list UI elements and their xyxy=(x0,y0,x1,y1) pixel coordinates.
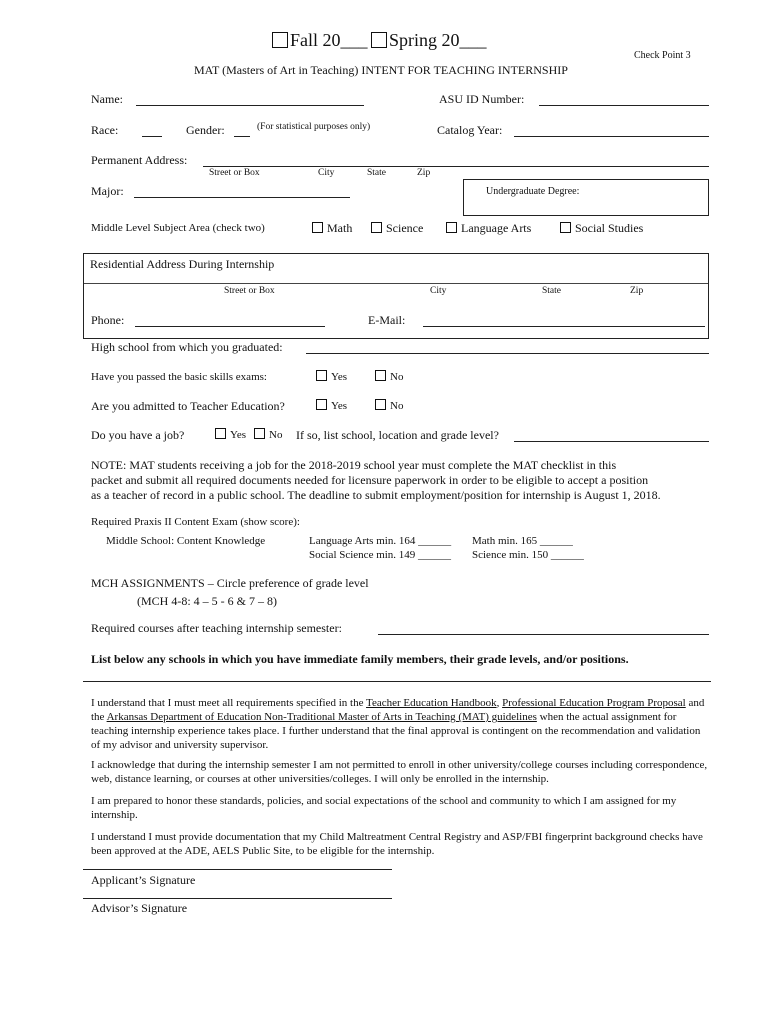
mch-levels[interactable]: (MCH 4-8: 4 – 5 - 6 & 7 – 8) xyxy=(137,594,277,608)
major-label: Major: xyxy=(91,184,124,198)
name-label: Name: xyxy=(91,92,123,106)
subject-science[interactable]: Science xyxy=(371,221,423,236)
permanent-address-field[interactable] xyxy=(203,166,709,167)
zip-label: Zip xyxy=(417,168,431,178)
basic-skills-yes[interactable]: Yes xyxy=(316,370,347,383)
praxis-math: Math min. 165 ______ xyxy=(472,535,573,547)
phone-field[interactable] xyxy=(135,326,325,327)
checkbox-icon[interactable] xyxy=(446,222,457,233)
res-zip-label: Zip xyxy=(630,286,644,296)
praxis-language-arts: Language Arts min. 164 ______ xyxy=(309,535,452,547)
agreement-handbook: I understand that I must meet all requirements specified in the Teacher Education Handbook, Professional Education Program Proposal and the Arkansas Department of Education Non-Traditional Master of Arts in Teaching (MAT) guidelines when the actual assignment for teaching internship experience takes place. I further understand that the final approval is contingent on the recommendation and validation of my advisor and university supervisor. xyxy=(91,697,705,751)
subject-language-arts[interactable]: Language Arts xyxy=(446,221,531,236)
undergrad-degree-label: Undergraduate Degree: xyxy=(486,186,580,197)
agreement-background-checks: I understand I must provide documentation that my Child Maltreatment Central Registry and ASP/FBI fingerprint background checks have been approved at the ADE, AELS Public Site, to be eligible for the internship. xyxy=(91,831,703,857)
praxis-science: Science min. 150 ______ xyxy=(472,549,584,561)
checkbox-icon[interactable] xyxy=(215,428,226,439)
admitted-label: Are you admitted to Teacher Education? xyxy=(91,399,285,413)
mch-title: MCH ASSIGNMENTS – Circle preference of grade level xyxy=(91,576,369,590)
race-label: Race: xyxy=(91,123,119,137)
checkbox-icon[interactable] xyxy=(371,32,387,48)
checkbox-icon[interactable] xyxy=(254,428,265,439)
note-line-1: NOTE: MAT students receiving a job for the 2018-2019 school year must complete the MAT checklist in this xyxy=(91,458,617,472)
catalog-year-field[interactable] xyxy=(514,136,709,137)
check-point-label: Check Point 3 xyxy=(634,50,691,61)
job-no[interactable]: No xyxy=(254,428,282,441)
res-state-label: State xyxy=(542,286,561,296)
city-label: City xyxy=(318,168,335,178)
ade-guidelines-link[interactable]: Arkansas Department of Education Non-Traditional Master of Arts in Teaching (MAT) guidelines xyxy=(106,711,537,723)
asu-id-field[interactable] xyxy=(539,105,709,106)
term-spring[interactable]: Spring 20___ xyxy=(371,30,487,51)
job-list-field[interactable] xyxy=(514,441,709,442)
proposal-link[interactable]: Professional Education Program Proposal xyxy=(502,697,686,709)
name-field[interactable] xyxy=(136,105,364,106)
praxis-title: Required Praxis II Content Exam (show score): xyxy=(91,516,300,528)
agreement-enrollment: I acknowledge that during the internship semester I am not permitted to enroll in other university/college courses including correspondence, web, distance learning, or courses at other universities/colleges. I will only be enrolled in the internship. xyxy=(91,759,708,785)
street-label: Street or Box xyxy=(209,168,260,178)
race-field[interactable] xyxy=(142,136,162,137)
note-line-2: packet and submit all required documents needed for licensure paperwork in order to be eligible to accept a position xyxy=(91,473,649,487)
praxis-social-science: Social Science min. 149 ______ xyxy=(309,549,452,561)
high-school-field[interactable] xyxy=(306,353,709,354)
checkbox-icon[interactable] xyxy=(560,222,571,233)
applicant-signature-line[interactable] xyxy=(83,869,392,870)
residential-title: Residential Address During Internship xyxy=(90,257,275,271)
statistical-note: (For statistical purposes only) xyxy=(257,122,371,132)
major-field[interactable] xyxy=(134,197,350,198)
required-courses-field[interactable] xyxy=(378,634,709,635)
email-field[interactable] xyxy=(423,326,705,327)
checkbox-icon[interactable] xyxy=(272,32,288,48)
handbook-link[interactable]: Teacher Education Handbook xyxy=(366,697,497,709)
gender-field[interactable] xyxy=(234,136,250,137)
form-title: MAT (Masters of Art in Teaching) INTENT FOR TEACHING INTERNSHIP xyxy=(194,63,568,77)
checkbox-icon[interactable] xyxy=(312,222,323,233)
admitted-yes[interactable]: Yes xyxy=(316,399,347,412)
checkbox-icon[interactable] xyxy=(375,399,386,410)
advisor-signature-line[interactable] xyxy=(83,898,392,899)
subject-math[interactable]: Math xyxy=(312,221,352,236)
advisor-signature-label: Advisor’s Signature xyxy=(91,901,188,915)
checkbox-icon[interactable] xyxy=(316,399,327,410)
res-city-label: City xyxy=(430,286,447,296)
checkbox-icon[interactable] xyxy=(375,370,386,381)
undergrad-degree-box[interactable] xyxy=(463,179,709,216)
gender-label: Gender: xyxy=(186,123,225,137)
residential-address-box xyxy=(83,253,709,339)
applicant-signature-label: Applicant’s Signature xyxy=(91,873,196,887)
email-label: E-Mail: xyxy=(368,313,406,327)
admitted-no[interactable]: No xyxy=(375,399,403,412)
job-list-label: If so, list school, location and grade level? xyxy=(296,428,499,442)
checkbox-icon[interactable] xyxy=(371,222,382,233)
subject-area-label: Middle Level Subject Area (check two) xyxy=(91,222,265,234)
family-schools-label: List below any schools in which you have immediate family members, their grade levels, and/or positions. xyxy=(91,652,629,666)
family-schools-field[interactable] xyxy=(83,681,711,682)
res-street-label: Street or Box xyxy=(224,286,275,296)
catalog-year-label: Catalog Year: xyxy=(437,123,503,137)
job-label: Do you have a job? xyxy=(91,428,185,442)
term-fall[interactable]: Fall 20___ xyxy=(272,30,368,51)
phone-label: Phone: xyxy=(91,313,125,327)
asu-id-label: ASU ID Number: xyxy=(439,92,525,106)
basic-skills-label: Have you passed the basic skills exams: xyxy=(91,371,267,383)
agreement-standards: I am prepared to honor these standards, policies, and social expectations of the school and community to which I am assigned for my internship. xyxy=(91,795,677,821)
residential-address-field[interactable] xyxy=(84,283,708,284)
state-label: State xyxy=(367,168,386,178)
required-courses-label: Required courses after teaching internship semester: xyxy=(91,621,342,635)
note-line-3: as a teacher of record in a public school. The deadline to submit employment/position for internship is August 1, 2018. xyxy=(91,488,661,502)
subject-social-studies[interactable]: Social Studies xyxy=(560,221,643,236)
job-yes[interactable]: Yes xyxy=(215,428,246,441)
high-school-label: High school from which you graduated: xyxy=(91,340,283,354)
praxis-middle-school: Middle School: Content Knowledge xyxy=(106,535,266,547)
checkbox-icon[interactable] xyxy=(316,370,327,381)
basic-skills-no[interactable]: No xyxy=(375,370,403,383)
permanent-address-label: Permanent Address: xyxy=(91,153,188,167)
